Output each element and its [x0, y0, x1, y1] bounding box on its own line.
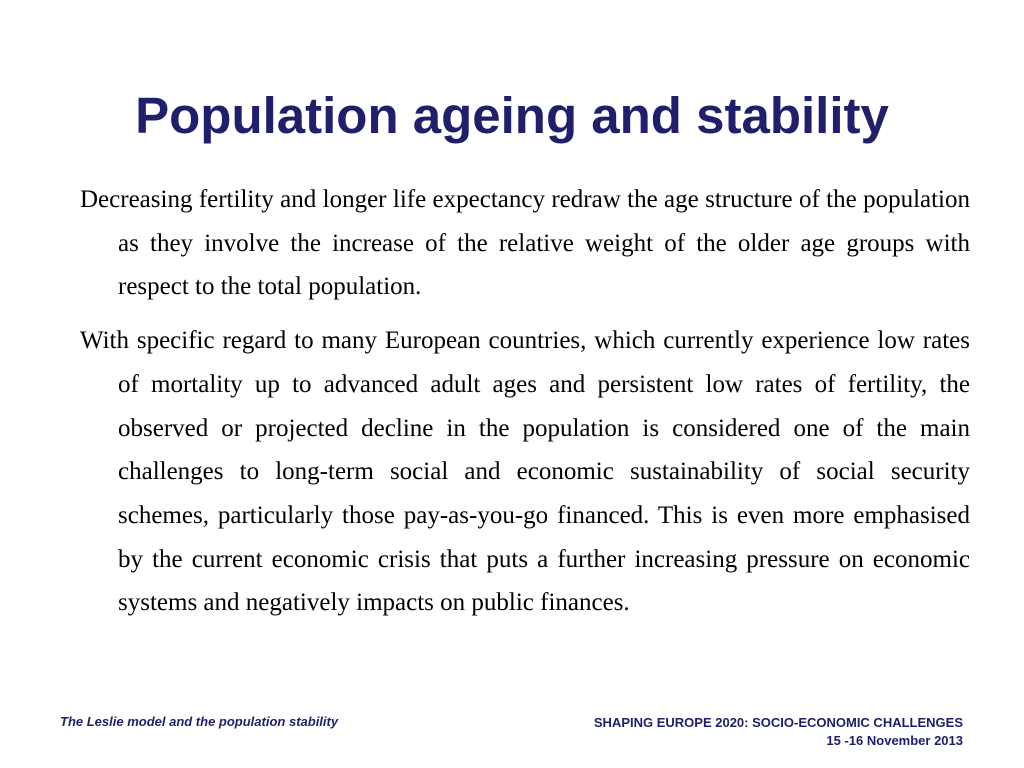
footer-event-info — [594, 714, 963, 750]
footer-event-name: SHAPING EUROPE 2020: SOCIO-ECONOMIC CHALLENGES — [593, 715, 963, 730]
footer-presentation-title: The Leslie model and the population stability — [60, 714, 339, 729]
footer-event-date: 15 -16 November 2013 — [826, 733, 963, 748]
body-paragraph-2: With specific regard to many European countries, which currently experience low rates of mortality up to advanced adult ages and persistent low rates of fertility, the observed or projected decline in the population is considered one of the main challenges to long-term social and economic sustainability of social security schemes, particularly those pay-as-you-go financed. This is even more emphasised by the current economic crisis that puts a further increasing pressure on economic systems and negatively impacts on public finances. — [80, 327, 970, 617]
body-paragraph-1: Decreasing fertility and longer life expectancy redraw the age structure of the population as they involve the increase of the relative weight of the older age groups with respect to the total population. — [80, 186, 970, 301]
slide-body — [80, 178, 970, 635]
slide-title: Population ageing and stability — [135, 87, 889, 144]
